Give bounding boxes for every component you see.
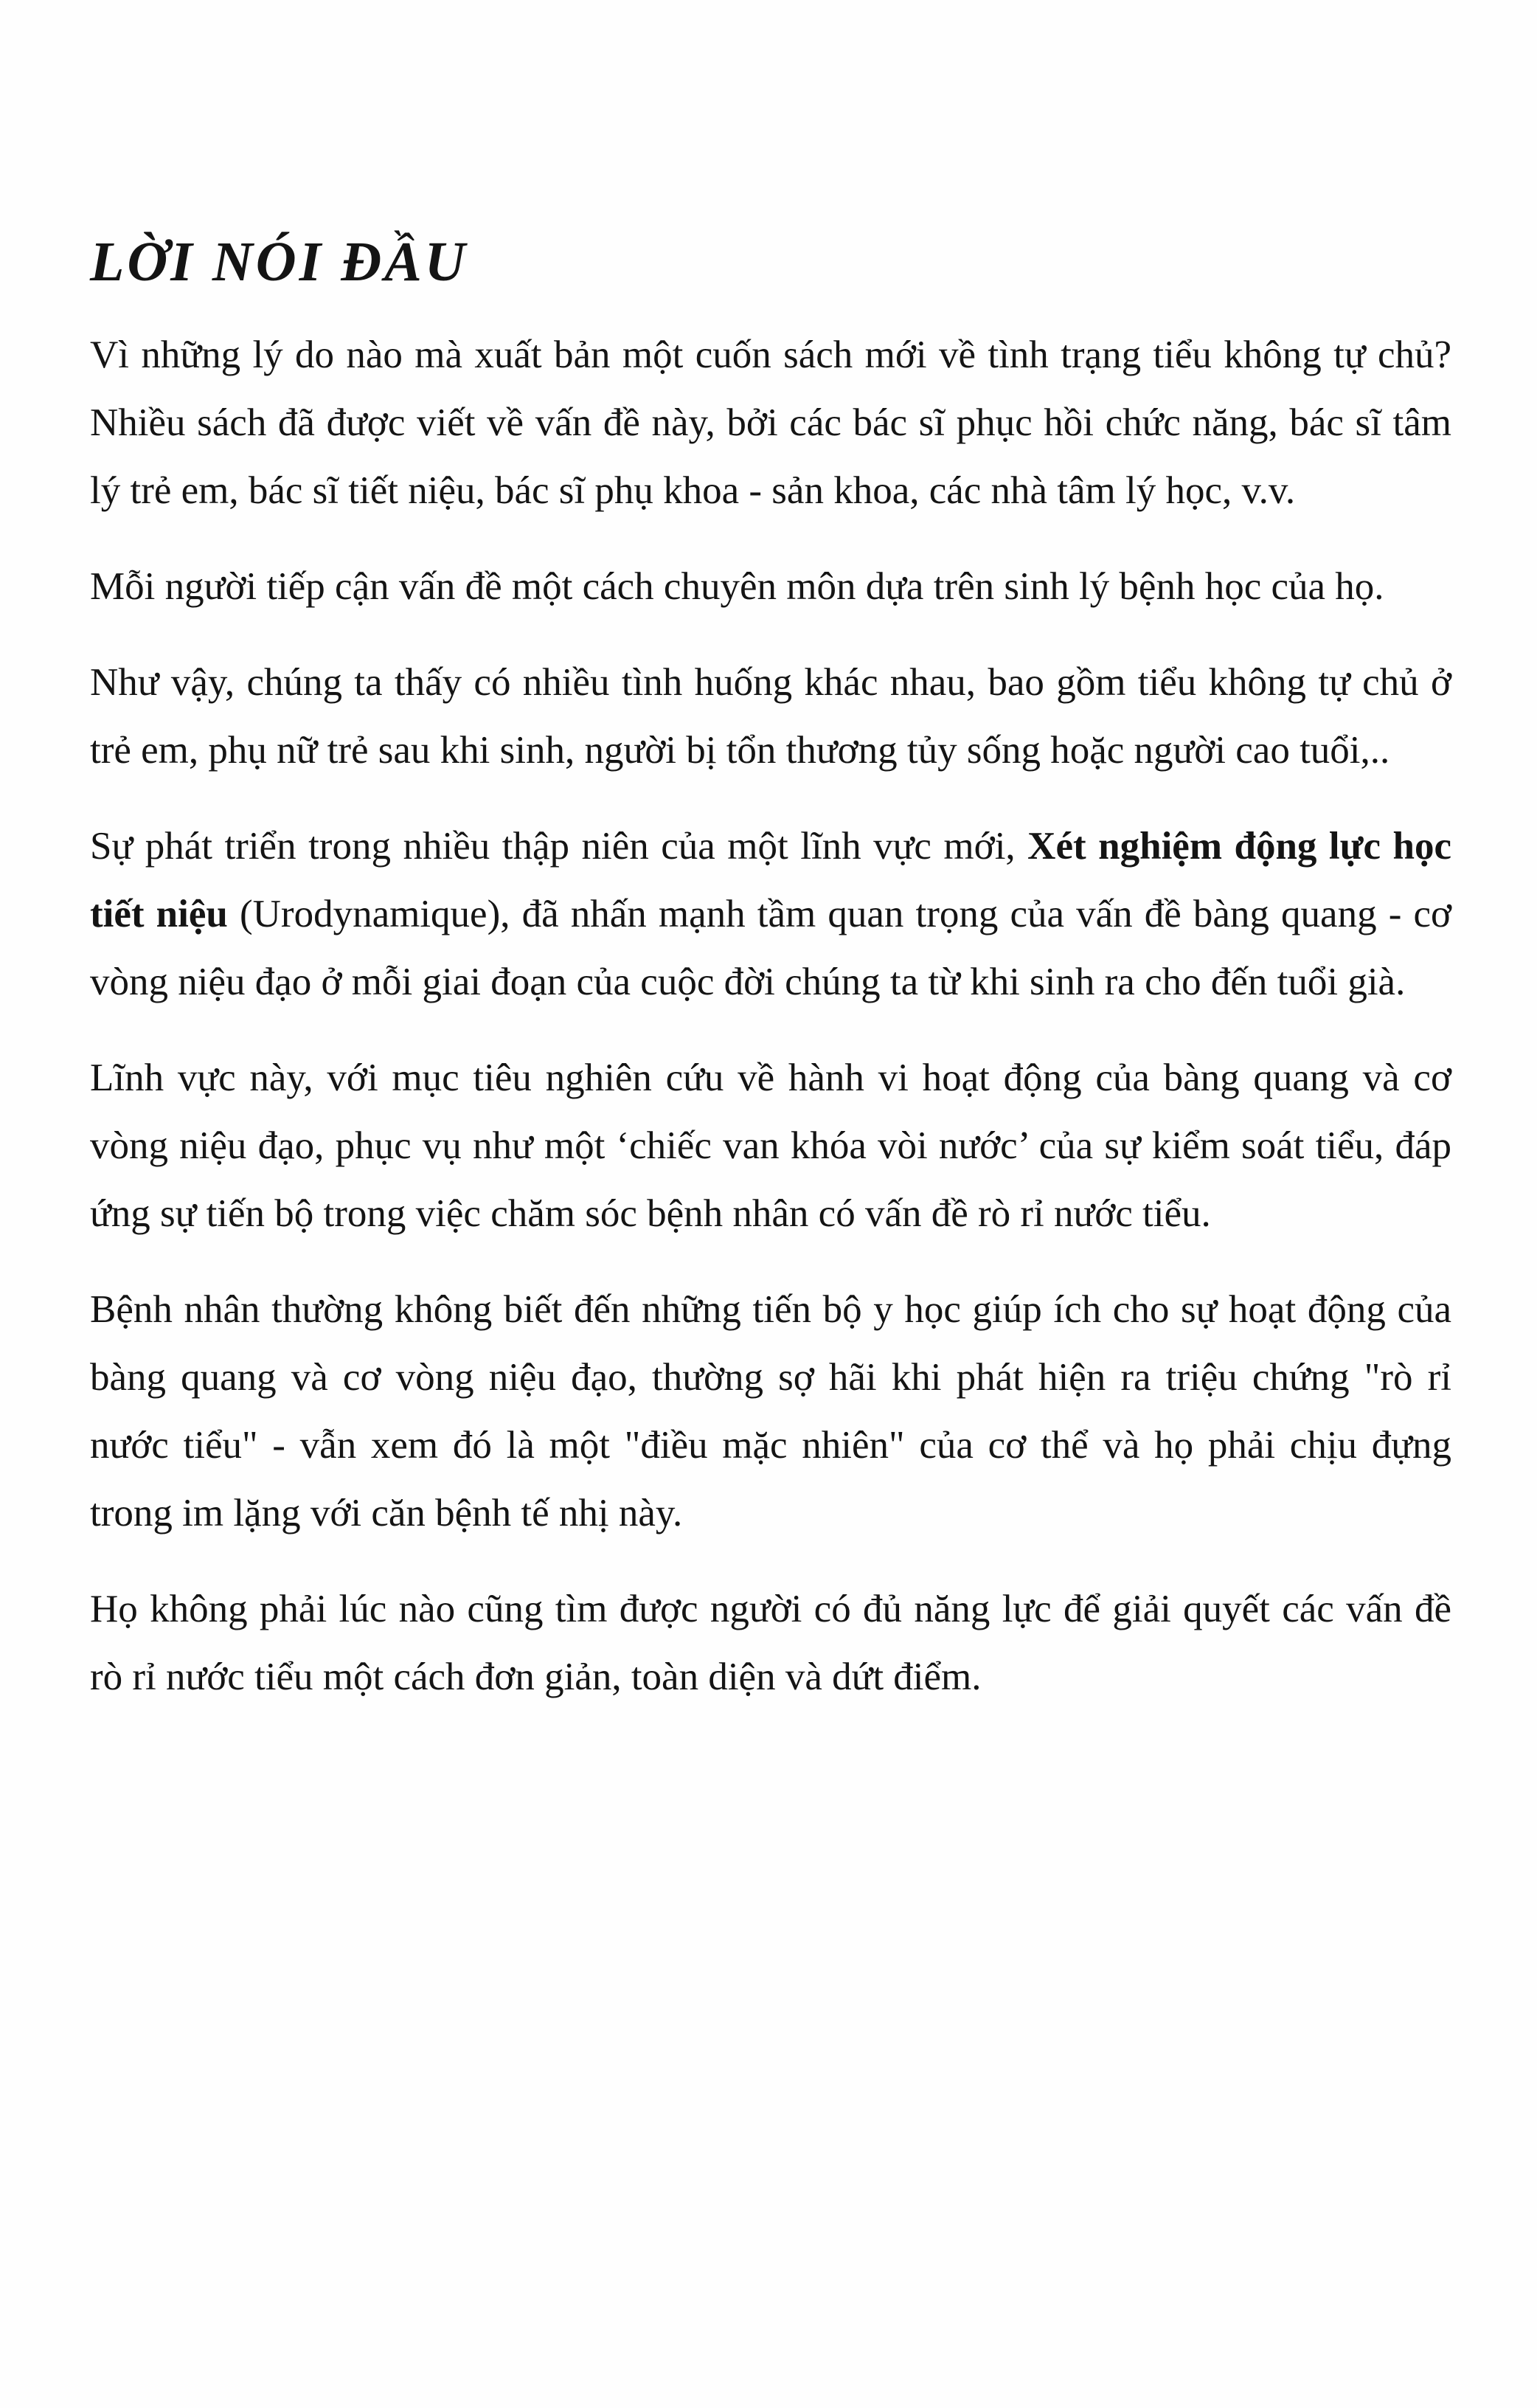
bold-term: Xét nghiệm động lực học tiết niệu [90, 825, 1451, 936]
page-content [90, 229, 1451, 1739]
paragraph-1: Vì những lý do nào mà xuất bản một cuốn sách mới về tình trạng tiểu không tự chủ? Nhiều sách đã được viết về vấn đề này, bởi các bác sĩ phục hồi chức năng, bác sĩ tâm lý trẻ em, bác sĩ tiết niệu, bác sĩ phụ khoa - sản khoa, các nhà tâm lý học, v.v. [90, 333, 1451, 513]
paragraph-5: Lĩnh vực này, với mục tiêu nghiên cứu về hành vi hoạt động của bàng quang và cơ vòng niệu đạo, phục vụ như một ‘chiếc van khóa vòi nước’ của sự kiểm soát tiểu, đáp ứng sự tiến bộ trong việc chăm sóc bệnh nhân có vấn đề rò rỉ nước tiểu. [90, 1056, 1451, 1236]
paragraph-6: Bệnh nhân thường không biết đến những tiến bộ y học giúp ích cho sự hoạt động của bàng quang và cơ vòng niệu đạo, thường sợ hãi khi phát hiện ra triệu chứng "rò rỉ nước tiểu" - vẫn xem đó là một "điều mặc nhiên" của cơ thể và họ phải chịu đựng trong im lặng với căn bệnh tế nhị này. [90, 1288, 1451, 1535]
paragraph-4 [90, 812, 1451, 1016]
paragraph-2: Mỗi người tiếp cận vấn đề một cách chuyên môn dựa trên sinh lý bệnh học của họ. [90, 565, 1384, 609]
paragraph-7: Họ không phải lúc nào cũng tìm được người có đủ năng lực để giải quyết các vấn đề rò rỉ nước tiểu một cách đơn giản, toàn diện và dứt điểm. [90, 1588, 1451, 1699]
paragraph-4-rest: (Urodynamique), đã nhấn mạnh tầm quan trọng của vấn đề bàng quang - cơ vòng niệu đạo ở mỗi giai đoạn của cuộc đời chúng ta từ khi sinh ra cho đến tuổi già. [90, 893, 1452, 1004]
paragraph-3: Như vậy, chúng ta thấy có nhiều tình huống khác nhau, bao gồm tiểu không tự chủ ở trẻ em, phụ nữ trẻ sau khi sinh, người bị tổn thương tủy sống hoặc người cao tuổi,.. [90, 661, 1451, 772]
paragraph-4-intro: Sự phát triển trong nhiều thập niên của một lĩnh vực mới, [90, 825, 1028, 868]
page-title: LỜI NÓI ĐẦU [90, 231, 468, 293]
